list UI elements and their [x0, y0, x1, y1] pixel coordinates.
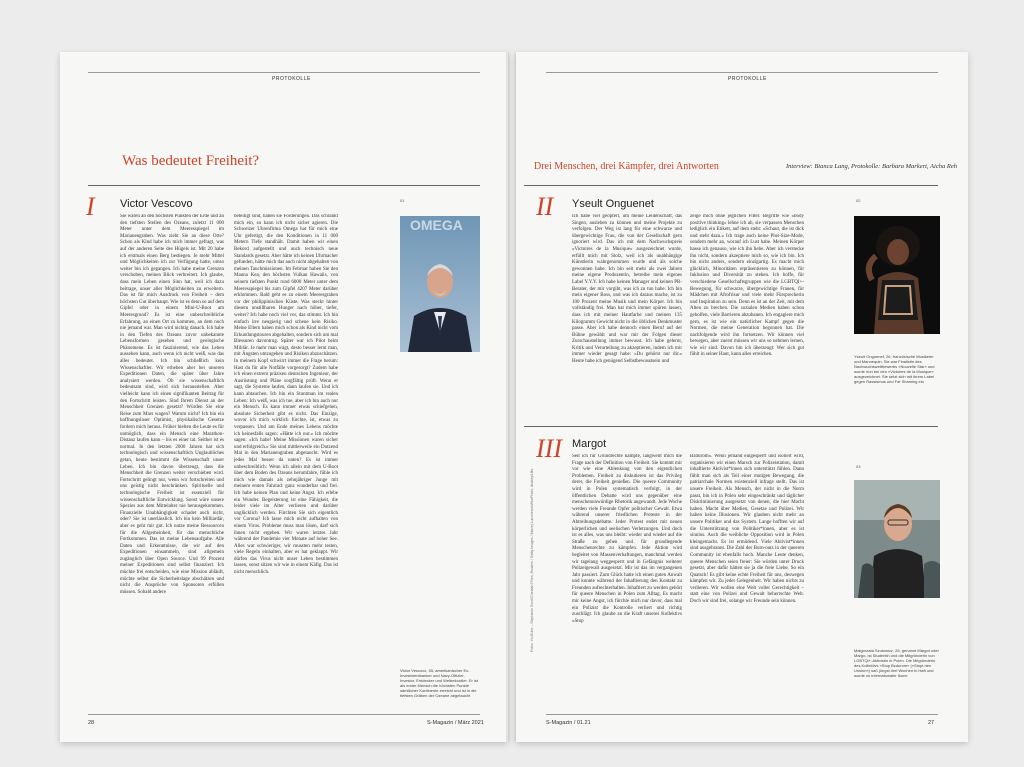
text-column-1	[572, 454, 682, 712]
bottom-rule	[546, 714, 938, 715]
text-column-2	[234, 214, 338, 706]
column-text: zeige mich ohne jeglichen Filter. Begriffe wie «body positive thinking» lehne ich ab, sie verpassen Menschen lediglich ein Etikett, auf dem steht: «Schaut, die ist dick und steht dazu.» Ich trage auch keine Plus-Size-Mode, sondern mehr an, worauf ich Lust habe. Meinen Körper hasse ich genauso, wie ich ihn liebe. Aber ich verstecke ihn nicht, sondern akzeptiere mich so, wie ich bin. Ich bin nicht anders, sondern einzigartig. Es macht mich glücklich, Minoritäten repräsentieren zu können, für Inklusion und Diversität zu stehen. Ich hoffe, für verschiedene Gesellschaftsgruppen wie die LGBTQI+-Bewegung, für schwarze, übergewichtige Frauen, für Mädchen mit Afrofrisur und viele mehr Fürsprecherin und Inspiration zu sein. Denn es ist an der Zeit, mit dem Alten zu brechen. Die sozialen Medien haben schon geholfen, viele Barrieren abzubauen. Ich engagiere mich gern, es ist wie ein natürlicher Kampf gegen die Normen, die meine Generation begonnen hat. Die nachfolgende wird ihn fortsetzen. Wir können viel bewegen, aber zuerst müssen wir uns so nehmen lernen, wie wir sind. Davon bin ich überzeugt: Wer sich gut fühlt in seiner Haut, kann alles erreichen.	[690, 214, 804, 358]
left-page	[60, 52, 508, 742]
headline-rule	[524, 185, 938, 186]
headline-rule	[88, 185, 480, 186]
photo-caption: Victor Vescovo, 55, amerikanischer Ex-Investmentbanker und Navy-Offizier, Investor, Entdecker und Weltrekordler. Er ist als erster Mensch die höchsten Punkte sämtlicher Kontinente erreicht und ist in die tiefsten Gräben der Ozeane abgetaucht	[400, 668, 478, 698]
photo-caption: Yseult Onguenet, 26, französische Musikerin und Mannequin. Sie war Finalistin des Nachwuchswettbewerbs «Nouvelle Star» und wurde nun bei den «Victoires de la Musique» ausgezeichnet. Sie setzt sich mit ihrem Label gegen Rassismus und Fat Shaming ein	[854, 354, 935, 384]
portrait-image	[400, 216, 480, 352]
top-rule	[546, 72, 938, 73]
text-column-1	[120, 214, 224, 706]
column-text: Ich habe viel geopfert, um meine Leidenschaft, das Singen, ausleben zu können und meine Projekte zu verfolgen. Der Weg ist lang für eine schwarze und übergewichtige Frau, die von der Gesellschaft gern ignoriert wird. Das ich mit dem Nachwuchspreis «Victoires de la Musique» ausgezeichnet wurde, erfüllt mich mit Stolz, weil ich als unabhängige Künstlerin wahrgenommen wurde und als solche gewonnen habe. Ich bin seit mehr als zwei Jahren meine eigene Produzentin, betreibe mein eigenes Label Y.Y.Y. Ich habe keinen Manager und keinen PR-Berater, der mir vorgibt, was ich zu tun habe. Ich bin mein eigener Boss, und was ich daraus mache, ist zu 100 Prozent meine Musik und mein Körper. Ich bin vollständig frei. Man hat mich immer spüren lassen, dass ich mit meiner Hautfarbe und meinen 135 Kilogramm Gewicht nicht in die üblichen Denkmuster passe. Aber ich habe dennoch einen Beruf auf der Bühne gewählt und war mir der Folgen dieser Zurschaustellung immer bewusst. Ich habe gelernt, Kritik und Verurteilung zu akzeptieren, indem ich mir immer wieder gesagt habe: «Du gehörst nur dir.» Heute habe ich genügend Selbstbewusstsein und	[572, 214, 682, 365]
photo-number: 02	[856, 198, 861, 203]
section-label: PROTOKOLLE	[272, 76, 311, 82]
issue-label: S-Magazin / 01.21	[546, 720, 591, 726]
page-number: 28	[88, 720, 95, 726]
photo-number: 01	[400, 198, 405, 203]
issue-label: S-Magazin / März 2021	[427, 720, 484, 726]
right-page	[516, 52, 968, 742]
section-numeral: II	[536, 192, 554, 221]
top-rule	[88, 72, 480, 73]
interviewee-name: Victor Vescovo	[120, 198, 193, 210]
column-text: Bzdurom». Wenn jemand eingesperrt und isoliert wird, organisieren wir einen Marsch zur Polizeistation, damit inhaftierte Aktivist*innen sich unterstützt fühlen. Dann fühlt man sich als Teil einer mutigen Bewegung, die patriarchale Normen existenziell infrage stellt. Das ist unsere Freiheit. Als Mensch, der nicht in die Norm passt, bin ich in Polen sehr eingeschränkt und täglicher Diskriminierung ausgesetzt von denen, die hier Macht haben. Macht über Medien, Gesetze und Polizei. Wir haben keine Illusionen. Wir glauben nicht mehr an unsere Politiker und das System. Lange hofften wir auf die Unterstützung von Politiker*innen, aber es ist sinnlos. Auch die weibliche Opposition wird in Polen kleingemacht. Es ist ermüdend. Viele Aktivist*innen sind ausgebrannt. Die Zahl der Burn-outs in der queeren Community ist ebenfalls hoch. Manche Leute denken, queere Menschen seien freier: Sie würden unter Druck gesetzt, aber dafür hätten sie ja die freie Liebe. So ein Quatsch! Es gibt keine echte Freiheit für uns, deswegen kämpfen wir. Zu jeder Gelegenheit. Wir haben nichts zu verlieren. Wir wollen eine Welt voller Gerechtigkeit – statt eine von Polizei und Gewalt beherrschte Welt. Doch wir sind frei, solange wir Freunde sein können.	[690, 454, 804, 605]
page-number: 27	[928, 720, 935, 726]
column-text: Sie waren an den höchsten Punkten der Erde und an den tiefsten Stellen des Ozeans, zuletzt 11 000 Meter unter dem Meeresspiegel im Marianengraben. Was zieht Sie an diese Orte? Schon als Kind habe ich mich immer gefragt, was auf der anderen Seite des Hügels ist. Mit 20 habe ich erstmals einen Berg bestiegen. Je mehr Mittel und Möglichkeiten ich zur Verfügung hatte, umso weiter bin ich gegangen. Ich habe meine Grenzen verschoben, meinen Blick verbreitert. Ich glaube, dass mein Leben einen Sinn hat, weil ich dazu beitrage, unser aller Möglichkeiten zu erweitern. Das ist für mich Ausdruck von Freiheit – dem höchsten Gut überhaupt. Wie ist es denn so auf dem Gipfel oder in einem Mini-U-Boot am Meeresgrund? Es ist eine unbeschreibliche Erfahrung, an einen Ort zu kommen, an dem noch nie jemand war. Man wird nichtig danach. Ich habe in den Tiefen des Ozeans zuvor unbekannte Lebensformen gesehen und geologische Phänomene. Es ist faszinierend, wie das Leben aussehen kann, auch wenn ich nicht weiß, was das alles bedeutet. Ich bin schließlich kein Wissenschaftler. Wir erheben aber bei unseren Expeditionen Daten, die später über Jahre analysiert werden. Ob sie wissenschaftlich bedeutsam sind, wird sich herausstellen. Aber vielleicht kann ich einen signifikanten Beitrag für den Fortschritt leisten. Sind Ihrem Dienst an der Menschheit Grenzen gesetzt? Würden Sie eine Reise zum Mars wagen? Warum nicht? Ich bin ein hoffnungsloser Optimist, physikalische Gesetze fordern mich heraus. Früher hielten die Leute es für unmöglich, dass ein Mensch eine Marathon-Distanz laufen kann – bis es einer tat. Seither ist es normal. In den letzten 2000 Jahren hat sich technologisch und wissenschaftlich Unglaubliches getan, heute bestimmt die Wissenschaft unser Leben. Ich bin davon überzeugt, dass die Menschheit die Grenzen weiter verschieben wird. Fortschritt gelingt nur, wenn wir fortschreiten und uns geistig nicht beschränken. Spirituelle und technologische Freiheit ist essenziell für wissenschaftliche Entwicklung. Sonst wäre unsere Spezies aus dem Mittelalter nie herausgekommen. Finanzielle Unabhängigkeit schadet auch nicht, oder? Sie ist unerlässlich. Ich bin kein Milliardär, aber es geht mir gut. Ich nutze meine Ressourcen für die Allgemeinheit, für das menschliche Fortkommen. Das ist meine Lebensaufgabe. Alle Daten und Erkenntnisse, die wir auf den Expeditionen einsammeln, sind allgemein zugänglich über Open Source. Und 99 Prozent meiner Expeditionen sind selbst finanziert. Ich möchte frei entscheiden, wie eine Mission abläuft, möchte selbst die Sicherheitslage abschätzen und nicht die Ansprüche von Sponsoren erfüllen müssen. Sobald andere	[120, 214, 224, 595]
section-numeral: I	[86, 192, 95, 221]
column-text: beteiligt sind, haben sie Forderungen. Das schränkt mich ein, so kann ich nicht sicher agieren. Die Schweizer Uhrenfirma Omega hat für mich eine Uhr gefertigt, die den Konditionen in 11 000 Metern Tiefe standhält. Damit haben wir einen Rekord aufgestellt und auch technisch neue Standards gesetzt. Aber hätte ich keinen Uhrmacher gefunden, hätte mich das auch nicht abgehalten von meinen Tauchmissionen. Im Februar haben Sie den Mauna Kea, den höchsten Vulkan Hawaiis, von seinem tiefsten Punkt rund 6000 Meter unter dem Meeresspiegel bis zum Gipfel 4207 Meter darüber erklommen. Bald geht es zu einem Meeresgraben vor der philippinischen Küste. Was steckt hinter diesem unstillbaren Hunger nach höher, tiefer, weiter? Ich habe noch viel vor, das stimmt. Ich bin einfach irre neugierig und scheue kein Risiko. Meine Eltern haben mich schon als Kind nicht vom Erkundungstouren abgehalten, sondern sich um mal Blessuren davontrug. Später war ich Pilot beim Militär. Je mehr man wagt, desto besser lernt man, mit Ängsten umzugehen und Risiken abzuschätzen. In meinem Kopf schwirrt immer die Frage herum: Hast du für alle Notfälle vorgesorgt? Zudem habe ich einen extrem präzisen deutschen Ingenieur, der Ausrüstung und Pläne sorgfältig prüft. Wenn er sagt, die Systeme laufen, dann laufen sie. Und ich kann abtauchen. Ich bin ein Stuntman im realen Leben: Ich weiß, was ich tue, aber ich bin auch nur ein Mensch. Es kann immer etwas schiefgehen, absolute Sicherheit gibt es nicht. Das Einzige, wovor ich mich wirklich fürchte, ist, etwas zu verpassen. Und am Ende meines Lebens möchte ich keinesfalls sagen: «Hätte ich nur.» Ich möchte sagen: «Ich habe! Meine Missionen waren sicher und erfolgreich.» Sie sind mittlerweile ein Dutzend Mal in den Marianengraben abgetaucht. Wird es jedes Mal besser da unten? Es ist immer unbeschreiblich: Wenn ich allein mit dem U-Boot über dem Boden des Ozeans herumfahre, fühle ich mich wie damals als zehnjähriger Junge mit meinem ersten Fahrrad: ganz wunderbar und frei. Ich habe keinen Plan und keine Angst. Ich erlebe ein Wunder. Begeisterung ist eine Fähigkeit, die leider viele im Alter verlieren und darüber unglücklich werden. Fürchten Sie sich eigentlich vor Corona? Ich lasse mich nicht aufhalten von einem Virus. Probleme muss man lösen, darf sich ihnen nicht ergeben. Wir waren letztes Jahr während der Pandemie vier Monate auf hoher See. Alles war schwieriger, wir mussten mehr testen, viele Regeln einhalten, aber es hat geklappt. Wir dürfen das Virus nicht unser Leben bestimmen lassen, sonst sitzen wir wie in einem Käfig. Das ist nicht menschlich.	[234, 214, 338, 576]
page-headline: Drei Menschen, drei Kämpfer, drei Antworten	[534, 161, 719, 172]
section-divider	[524, 426, 938, 427]
portrait-photo-yseult	[854, 216, 940, 334]
section-numeral: III	[536, 434, 562, 463]
photo-caption: Małgorzata Szutowicz, 26, genannt Margot oder Margo, ist Studentin und die Mitgründerin von LGBTQI+-Aktivistin in Polen. Die Mitgründerin des Kollektivs «Stop Bzdurom» (»Stopt den Unsinn«) saß jüngst drei Wochen in Haft und wurde zu internationaler Ikone	[854, 648, 939, 678]
author-credit: Interview: Bianca Lang, Protokolle: Barbara Markert, Aicha Reh	[786, 163, 957, 170]
bottom-rule	[88, 714, 480, 715]
photo-wordmark: OMEGA	[410, 217, 463, 233]
portrait-photo-vescovo	[400, 216, 480, 352]
portrait-image	[854, 480, 940, 598]
text-column-1	[572, 214, 682, 474]
text-column-2	[690, 214, 804, 474]
text-column-2	[690, 454, 804, 712]
page-headline: Was bedeutet Freiheit?	[122, 153, 260, 169]
section-label: PROTOKOLLE	[728, 76, 767, 82]
column-text: Seit ich für Grundrechte kämpfe, langweilt mich die Frage nach der Definition von Freiheit. Sie kommt mir vor wie eine Ablenkung von den eigentlichen Problemen. Freiheit zu diskutieren ist das Privileg derer, die Freiheit genießen. Die queere Community wird in Polen systematisch verfolgt, in der öffentlichen Debatte wird uns gegenüber eine menschenunwürdige Rhetorik angewandt. Jede Woche werden viele Freunde Opfer politischer Gewalt. Etwa während unserer friedlichen Proteste in der Abtreibungsdebatte. Jeder Protest endet mit neuen körperlichen und seelischen Verletzungen. Und doch ist es alles, was uns bleibt: wieder und wieder auf die Straße zu gehen und für grundlegende Menschenrechte zu kämpfen. Jede Aktion wird begleitet von Massenverhaftungen, manchmal werden wir tagelang weggesperrt und in Gefängnis weiterer Polizeigewalt ausgesetzt. Mir ist das im vergangenen Jahr passiert. Zum Glück hatte ich einen guten Anwalt und konnte während der Inhaftierung den Kontakt zu Freunden aufrechterhalten. Inhaftiert zu werden gehört für queere Menschen in Polen zum Alltag. Es macht mir keine Angst, ich fürchte mich nur davor, dass mal ein Polizist die Kontrolle verliert und richtig zuschlägt. Ich glaube an die Kraft unseres Kollektivs «Stop	[572, 454, 682, 624]
interviewee-name: Margot	[572, 438, 607, 450]
photo-number: 03	[856, 464, 861, 469]
portrait-photo-margot	[854, 480, 940, 598]
portrait-image	[854, 216, 940, 334]
photo-credits: Fotos: YouTube – Stephanie Sorel/Cheetah Films, Reuters / Getty Images / Maciej Luczniewski/NurPhoto, Andrey/Ulta	[530, 468, 534, 652]
interviewee-name: Yseult Onguenet	[572, 198, 654, 210]
